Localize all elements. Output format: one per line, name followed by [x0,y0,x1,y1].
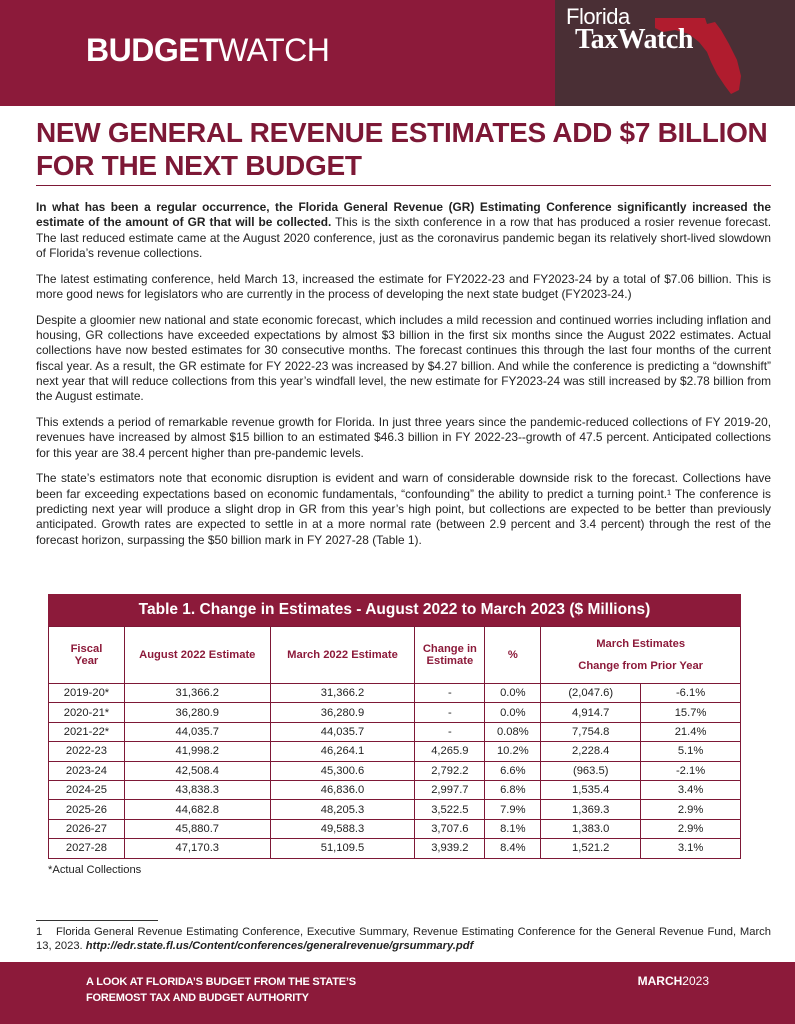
table-cell: 0.08% [485,722,541,741]
table-cell: 2,792.2 [415,761,485,780]
table-cell: 45,300.6 [270,761,415,780]
table-title: Table 1. Change in Estimates - August 2022 to March 2023 ($ Millions) [48,594,741,626]
table-cell: - [415,684,485,703]
table-row [49,819,741,838]
table-cell: 2024-25 [49,780,125,799]
title-divider [36,185,771,186]
table-row [49,780,741,799]
estimates-table [48,594,741,859]
table-note: *Actual Collections [48,864,142,876]
table-cell: 1,521.2 [541,839,641,858]
table-cell: 3,939.2 [415,839,485,858]
table-cell: 44,035.7 [124,722,270,741]
table-cell: - [415,703,485,722]
table-cell: 2023-24 [49,761,125,780]
table-cell: - [415,722,485,741]
table-cell: 1,535.4 [541,780,641,799]
table-cell: 3,707.6 [415,819,485,838]
table-cell: 44,035.7 [270,722,415,741]
table-cell: -2.1% [641,761,741,780]
table-cell: 8.1% [485,819,541,838]
paragraph: This extends a period of remarkable revenue growth for Florida. In just three years since the pandemic-reduced collections of FY 2019-20, revenues have increased by almost $15 billion to an estimated $46.3 billion in FY 2022-23--growth of 47.5 percent. Anticipated collections for this year are 38.4 percent higher than pre-pandemic levels. [36,415,771,460]
table-cell: 46,836.0 [270,780,415,799]
table-cell: 44,682.8 [124,800,270,819]
footnote: 1 Florida General Revenue Estimating Conference, Executive Summary, Revenue Estimating Conference for the General Revenue Fund, March 13, 2023. http://edr.state.fl.us/Content/conferences/generalrevenue/grsummary.pdf [36,926,771,952]
table-cell: 45,880.7 [124,819,270,838]
table-cell: 21.4% [641,722,741,741]
table-cell: 4,914.7 [541,703,641,722]
table-cell: 6.8% [485,780,541,799]
table-cell: 3.4% [641,780,741,799]
table-cell: 41,998.2 [124,742,270,761]
table-cell: 6.6% [485,761,541,780]
col-header-mar-estimate: March 2022 Estimate [270,627,415,684]
table-cell: 3,522.5 [415,800,485,819]
table-cell: 7,754.8 [541,722,641,741]
table-cell: 49,588.3 [270,819,415,838]
table-cell: 7.9% [485,800,541,819]
table-cell: (963.5) [541,761,641,780]
article-body [36,200,771,558]
page-title: NEW GENERAL REVENUE ESTIMATES ADD $7 BILLION FOR THE NEXT BUDGET [36,117,768,181]
table-row [49,703,741,722]
budget-watch-brand: BUDGETWATCH [86,32,330,68]
table-row [49,761,741,780]
footer-date: MARCH2023 [637,974,709,988]
table-row [49,839,741,858]
header-banner [0,0,795,106]
table-cell: 48,205.3 [270,800,415,819]
footer-tagline: A LOOK AT FLORIDA’S BUDGET FROM THE STATE’S FOREMOST TAX AND BUDGET AUTHORITY [86,976,356,1004]
paragraph: In what has been a regular occurrence, the Florida General Revenue (GR) Estimating Conference significantly increased the estimate of the amount of GR that will be collected. This is the sixth conference in a row that has produced a rosier revenue forecast. The last reduced estimate came at the August 2020 conference, just as the coronavirus pandemic began its relatively short-lived slowdown of Florida’s revenue collections. [36,200,771,260]
table-cell: 2,228.4 [541,742,641,761]
table-row [49,722,741,741]
table-cell: 10.2% [485,742,541,761]
table-cell: 1,369.3 [541,800,641,819]
table-cell: 2,997.7 [415,780,485,799]
table-row [49,800,741,819]
table-cell: 2022-23 [49,742,125,761]
table-cell: 2019-20* [49,684,125,703]
table-cell: 2021-22* [49,722,125,741]
table-cell: 2.9% [641,819,741,838]
table-cell: 36,280.9 [270,703,415,722]
table-cell: 31,366.2 [270,684,415,703]
estimates-grid [48,626,741,859]
table-cell: 31,366.2 [124,684,270,703]
table-cell: 8.4% [485,839,541,858]
table-cell: 2020-21* [49,703,125,722]
table-cell: 43,838.3 [124,780,270,799]
col-header-pct: % [485,627,541,684]
table-body [49,684,741,859]
table-cell: (2,047.6) [541,684,641,703]
paragraph: The state’s estimators note that economic disruption is evident and warn of considerable downside risk to the forecast. Collections have been far exceeding expectations based on economic fundamentals, “confounding” the ability to predict a turning point.¹ The conference is predicting next year will produce a slight drop in GR from this year’s high point, but collections are expected to be better than previously anticipated. Growth rates are expected to settle in at a more normal rate (between 2.9 percent and 3.4 percent) through the rest of the forecast horizon, surpassing the $50 billion mark in FY 2027-28 (Table 1). [36,471,771,547]
footer-banner [0,962,795,1024]
table-cell: 15.7% [641,703,741,722]
logo-florida-text: Florida [566,4,630,29]
table-cell: 0.0% [485,703,541,722]
table-cell: 2.9% [641,800,741,819]
table-cell: 46,264.1 [270,742,415,761]
table-cell: 2026-27 [49,819,125,838]
table-cell: -6.1% [641,684,741,703]
paragraph: Despite a gloomier new national and state economic forecast, which includes a mild recession and continued worries including inflation and housing, GR collections have exceeded expectations by almost $3 billion in the first six months since the August 2022 estimates. Actual collections have now bested estimates for 30 consecutive months. The forecast continues this through the last four months of the current fiscal year. As a result, the GR estimate for FY 2022-23 was increased by $4.27 billion. And while the conference is predicting a “downshift” next year that will reduce collections from this year’s windfall level, the new estimate for FY2023-24 was still increased by $2.78 billion from the August estimate. [36,312,771,404]
paragraph: The latest estimating conference, held March 13, increased the estimate for FY2022-23 and FY2023-24 by a total of $7.06 billion. This is more good news for legislators who are currently in the process of developing the next state budget (FY2023-24.) [36,271,771,301]
table-row [49,742,741,761]
col-header-aug-estimate: August 2022 Estimate [124,627,270,684]
table-cell: 36,280.9 [124,703,270,722]
table-cell: 42,508.4 [124,761,270,780]
col-header-fiscal-year: Fiscal Year [49,627,125,684]
table-cell: 3.1% [641,839,741,858]
table-cell: 2027-28 [49,839,125,858]
table-cell: 1,383.0 [541,819,641,838]
table-cell: 0.0% [485,684,541,703]
col-header-change: Change in Estimate [415,627,485,684]
footnote-divider [36,920,158,921]
col-header-march-estimates: March Estimates Change from Prior Year [541,627,741,684]
table-cell: 2025-26 [49,800,125,819]
logo-taxwatch-text: TaxWatch [575,24,693,55]
footnote-link[interactable]: http://edr.state.fl.us/Content/conferences/generalrevenue/grsummary.pdf [85,939,474,952]
table-row [49,684,741,703]
table-cell: 51,109.5 [270,839,415,858]
table-cell: 47,170.3 [124,839,270,858]
table-cell: 5.1% [641,742,741,761]
table-cell: 4,265.9 [415,742,485,761]
